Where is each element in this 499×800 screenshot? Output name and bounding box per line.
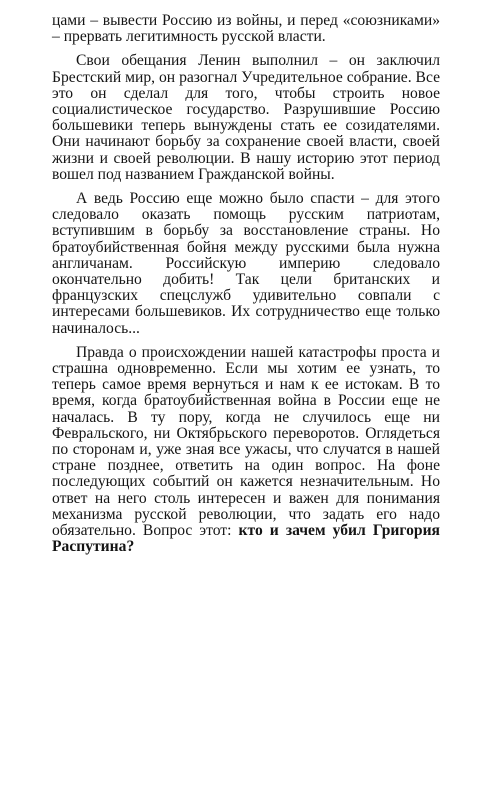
paragraph-1-text: цами – вывести Россию из войны, и перед «союзниками» – прервать легитимность русской власти. [52,12,440,46]
paragraph-4-text: Правда о происхождении нашей катастрофы проста и страшна одновременно. Если мы хотим ее узнать, то теперь самое время вернуться и нам к ее истокам. В то время, когда братоубийственная война в России еще не началась. В ту пору, когда не случилось еще ни Февральского, ни Октябрьского переворотов. Оглядеться по сторонам и, уже зная все ужасы, что случатся в нашей стране позднее, ответить на один вопрос. На фоне последующих событий он кажется незначительным. Но ответ на него столь интересен и важен для понимания механизма русской революции, что задать его надо обязательно. Вопрос этот: [52,343,440,540]
paragraph-1 [52,13,440,45]
book-page [52,13,440,556]
paragraph-3-text: А ведь Россию еще можно было спасти – для этого следовало оказать помощь русским патриотам, вступившим в борьбу за восстановление страны. Но братоубийственная бойня между русскими была нужна англичанам. Российскую империю следовало окончательно добить! Так цели британских и французских спецслужб удивительно совпали с интересами большевиков. Их сотрудничество еще только начиналось... [52,190,440,337]
paragraph-3 [52,191,440,337]
paragraph-4 [52,345,440,556]
key-question: кто и зачем убил Григория Распутина? [52,522,440,556]
paragraph-2 [52,53,440,183]
paragraph-2-text: Свои обещания Ленин выполнил – он заключил Брестский мир, он разогнал Учредительное собрание. Все это он сделал для того, чтобы строить новое социалистическое государство. Разрушившие Россию большевики теперь вынуждены стать ее созидателями. Они начинают борьбу за сохранение своей власти, своей жизни и своей революции. В нашу историю этот период вошел под названием Гражданской войны. [52,52,440,183]
